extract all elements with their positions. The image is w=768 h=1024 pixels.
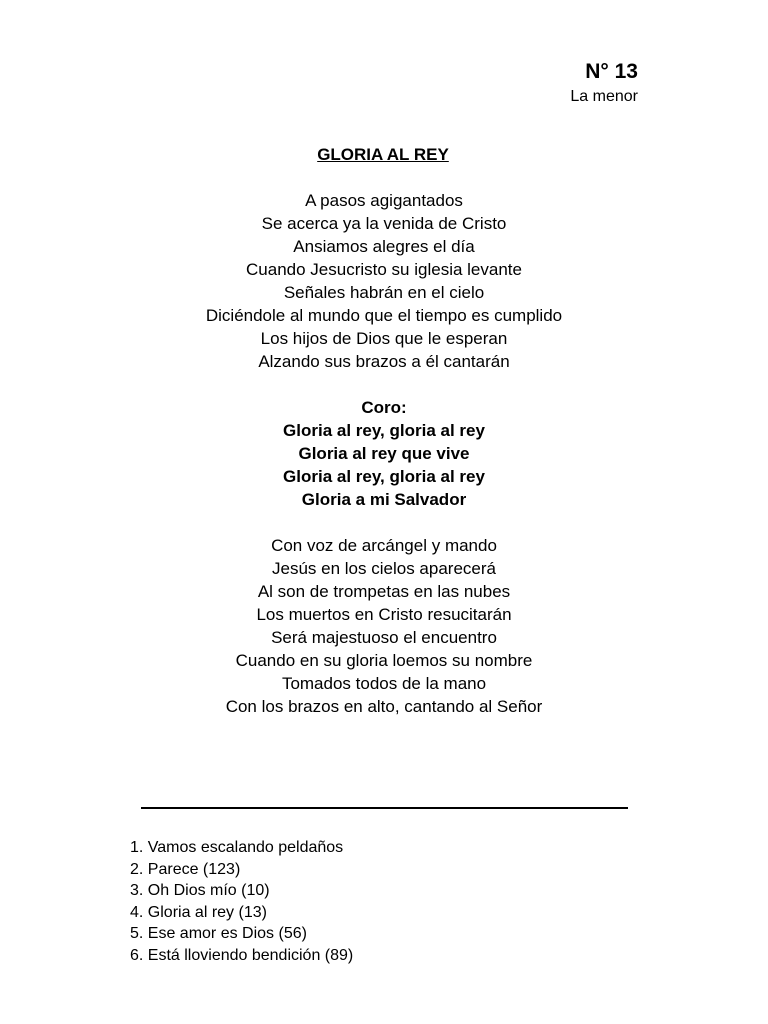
lyric-line: Diciéndole al mundo que el tiempo es cumplido [205,306,563,325]
lyric-line: Con voz de arcángel y mando [271,536,497,555]
song-list [130,837,353,967]
lyric-line: Los muertos en Cristo resucitarán [256,605,512,624]
song-title: GLORIA AL REY [317,145,449,164]
list-item: 1. Vamos escalando peldaños [130,839,344,856]
list-item: 3. Oh Dios mío (10) [130,882,270,900]
verse-2 [0,534,768,718]
list-item: 5. Ese amor es Dios (56) [130,925,307,943]
lyric-line: Los hijos de Dios que le esperan [260,329,508,348]
lyric-line: Será majestuoso el encuentro [271,628,497,647]
lyric-line: Jesús en los cielos aparecerá [272,559,496,578]
chorus-label: Coro: [361,398,407,417]
lyric-line: Cuando en su gloria loemos su nombre [235,651,533,670]
chorus-line: Gloria al rey, gloria al rey [283,467,485,486]
lyric-line: Ansiamos alegres el día [293,237,475,256]
lyric-line: Al son de trompetas en las nubes [257,582,511,601]
lyric-line: Con los brazos en alto, cantando al Señor [225,697,543,716]
chorus-line: Gloria al rey que vive [298,444,470,463]
song-body [0,143,768,718]
divider-line [141,807,628,809]
lyric-line: Tomados todos de la mano [281,674,487,693]
lyric-line: Cuando Jesucristo su iglesia levante [246,260,522,279]
lyric-line: A pasos agigantados [305,191,463,210]
lyric-line: Se acerca ya la venida de Cristo [261,214,507,233]
chorus-line: Gloria a mi Salvador [301,490,467,509]
lyric-line: Alzando sus brazos a él cantarán [258,352,510,371]
list-item: 2. Parece (123) [130,860,241,878]
lyric-line: Señales habrán en el cielo [283,283,485,302]
song-number: N° 13 [585,60,638,83]
chorus-line: Gloria al rey, gloria al rey [283,421,485,440]
verse-1 [0,189,768,373]
list-item: 6. Está lloviendo bendición (89) [130,946,354,964]
song-key: La menor [570,88,638,105]
chorus [0,396,768,511]
list-item: 4. Gloria al rey (13) [130,903,267,921]
